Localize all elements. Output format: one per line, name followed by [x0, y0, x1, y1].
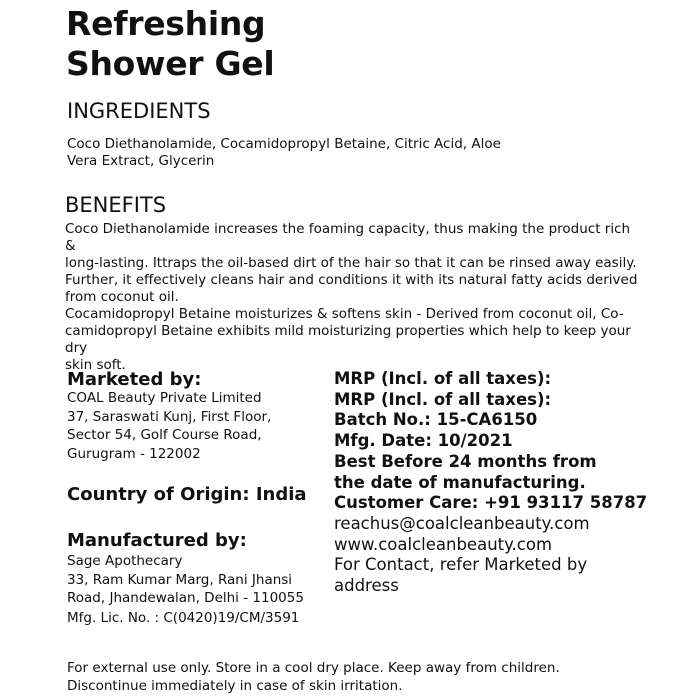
manufactured-by-heading: Manufactured by:	[67, 530, 247, 551]
product-detail-line: MRP (Incl. of all taxes):	[334, 369, 552, 388]
benefits-line: camidopropyl Betaine exhibits mild moisturizing properties which help to keep your dry	[65, 323, 631, 356]
country-of-origin: Country of Origin: India	[67, 484, 307, 505]
marketed-address-line: Sector 54, Golf Course Road,	[67, 427, 262, 443]
manufactured-address-line: Road, Jhandewalan, Delhi - 110055	[67, 590, 304, 606]
marketed-by-address	[67, 389, 317, 463]
product-detail-line: the date of manufacturing.	[334, 472, 586, 492]
ingredients-line: Coco Diethanolamide, Cocamidopropyl Betaine, Citric Acid, Aloe	[67, 136, 501, 152]
usage-warning	[67, 659, 627, 695]
manufactured-by-address	[67, 552, 317, 608]
product-title-line: Refreshing	[66, 4, 266, 43]
marketed-by-heading: Marketed by:	[67, 369, 202, 390]
usage-warning-line: Discontinue immediately in case of skin irritation.	[67, 678, 403, 694]
benefits-line: Further, it effectively cleans hair and conditions it with its natural fatty acids derived	[65, 272, 638, 288]
ingredients-line: Vera Extract, Glycerin	[67, 153, 215, 169]
product-detail-line: Batch No.: 15-CA6150	[334, 410, 538, 430]
product-detail-line: For Contact, refer Marketed by	[334, 555, 588, 575]
manufactured-address-line: 33, Ram Kumar Marg, Rani Jhansi	[67, 571, 293, 588]
product-detail-line: Customer Care: +91 93117 58787	[334, 493, 648, 513]
benefits-heading: BENEFITS	[65, 193, 167, 217]
product-details-list	[334, 369, 648, 597]
product-title-line: Shower Gel	[66, 44, 275, 83]
product-detail-line: reachus@coalcleanbeauty.com	[334, 513, 590, 533]
marketed-address-line: 37, Saraswati Kunj, First Floor,	[67, 408, 272, 425]
benefits-line: skin soft.	[65, 357, 126, 373]
benefits-line: Cocamidopropyl Betaine moisturizes & softens skin - Derived from coconut oil, Co-	[65, 306, 624, 322]
product-detail-line: Best Before 24 months from	[334, 451, 597, 471]
ingredients-heading: INGREDIENTS	[67, 99, 211, 123]
product-detail-line: www.coalcleanbeauty.com	[334, 534, 553, 554]
marketed-address-line: COAL Beauty Private Limited	[67, 390, 262, 406]
ingredients-text	[67, 136, 537, 170]
benefits-line: Coco Diethanolamide increases the foaming capacity, thus making the product rich &	[65, 221, 631, 254]
product-title	[66, 4, 274, 84]
product-detail-line: Mfg. Date: 10/2021	[334, 431, 513, 451]
usage-warning-line: For external use only. Store in a cool dry place. Keep away from children.	[67, 660, 560, 676]
product-detail-line: MRP (Incl. of all taxes):	[334, 389, 552, 409]
manufactured-address-line: Sage Apothecary	[67, 553, 183, 569]
benefits-line: long-lasting. Ittraps the oil-based dirt of the hair so that it can be rinsed away easily.	[65, 255, 637, 271]
benefits-line: from coconut oil.	[65, 289, 179, 305]
product-detail-line: address	[334, 576, 399, 596]
mfg-license-number: Mfg. Lic. No. : C(0420)19/CM/3591	[67, 610, 300, 626]
marketed-address-line: Gurugram - 122002	[67, 445, 201, 462]
benefits-text	[65, 221, 640, 374]
